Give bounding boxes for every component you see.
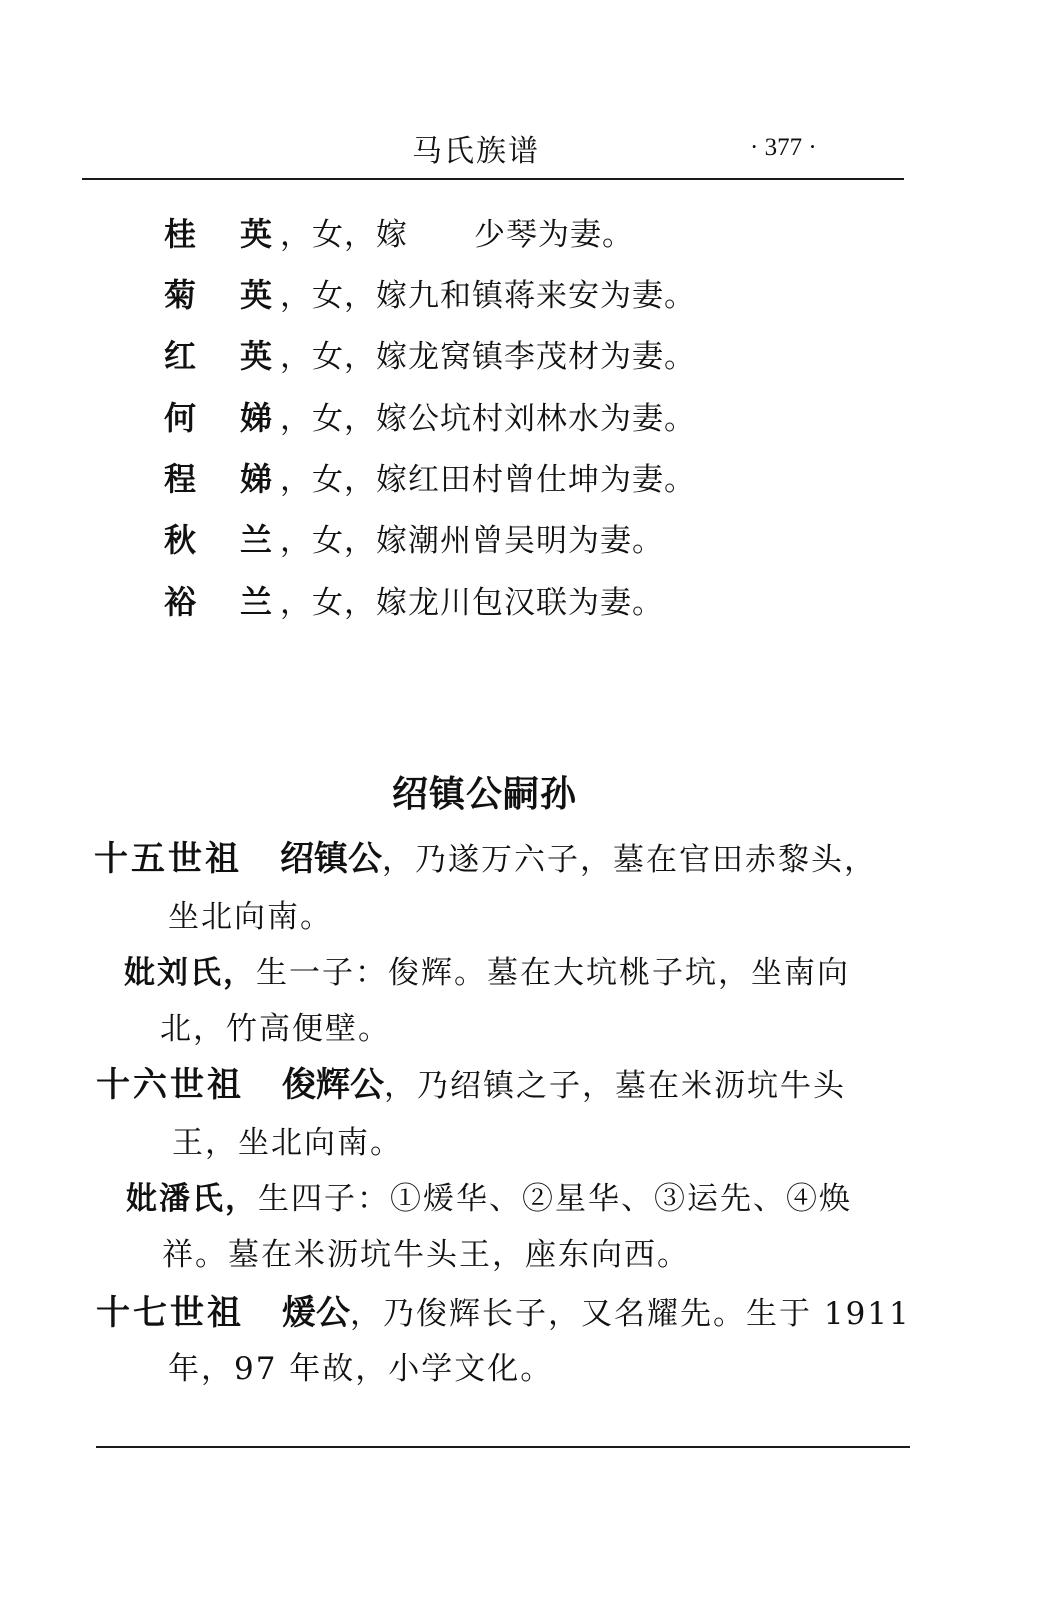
daughter-entry: 桂 英 ，女，嫁 少琴为妻。 [164, 212, 634, 256]
daughter-name-char1: 程 [164, 460, 197, 498]
ancestor-name: 煖公 [282, 1293, 350, 1333]
generation-description-cont: 坐北向南。 [168, 899, 333, 935]
running-header-title: 马氏族谱 [412, 134, 540, 169]
header-rule [82, 178, 904, 180]
daughter-entry: 秋 兰 ，女，嫁潮州曾吴明为妻。 [164, 518, 664, 562]
generation-description: ，乃绍镇之子，墓在米沥坑牛头 [384, 1068, 846, 1104]
daughter-text: ，女，嫁公坑村刘林水为妻。 [280, 401, 696, 437]
daughter-entry: 菊 英 ，女，嫁九和镇蒋来安为妻。 [164, 273, 696, 317]
generation-description-cont: 年，97 年故，小学文化。 [168, 1351, 554, 1387]
generation-description: ，乃遂万六子，墓在官田赤黎头， [382, 842, 877, 878]
wife-label: 妣潘氏， [126, 1181, 258, 1217]
wife-label: 妣刘氏， [124, 955, 256, 991]
wife-description: 生四子：①煖华、②星华、③运先、④焕 [258, 1181, 852, 1217]
daughter-name-char1: 秋 [164, 521, 197, 559]
wife-description-cont: 祥。墓在米沥坑牛头王，座东向西。 [162, 1237, 690, 1273]
section-heading: 绍镇公嗣孙 [392, 774, 578, 815]
daughter-name-char1: 何 [164, 399, 197, 437]
daughter-name-char1: 桂 [164, 215, 197, 253]
daughter-text: ，女，嫁潮州曾吴明为妻。 [280, 523, 664, 559]
generation-label: 十五世祖 [94, 839, 242, 879]
wife-entry [124, 950, 850, 996]
wife-entry [126, 1176, 852, 1222]
daughter-text: ，女，嫁龙川包汉联为妻。 [280, 585, 664, 621]
ancestor-name: 绍镇公 [280, 839, 382, 879]
generation-description: ，乃俊辉长子，又名耀先。生于 1911 [350, 1296, 911, 1332]
daughter-text: ，女，嫁九和镇蒋来安为妻。 [280, 278, 696, 314]
generation-entry-17 [96, 1290, 911, 1337]
daughter-entry: 红 英 ，女，嫁龙窝镇李茂材为妻。 [164, 334, 696, 378]
daughter-name-char1: 裕 [164, 583, 197, 621]
generation-description-cont: 王，坐北向南。 [172, 1125, 403, 1161]
wife-description-cont: 北，竹高便壁。 [160, 1011, 391, 1047]
page-number: · 377 · [750, 134, 817, 161]
daughter-text: ，女，嫁 [280, 217, 408, 253]
daughter-entry: 裕 兰 ，女，嫁龙川包汉联为妻。 [164, 580, 664, 624]
generation-label: 十七世祖 [96, 1293, 244, 1333]
daughter-entry: 何 娣 ，女，嫁公坑村刘林水为妻。 [164, 396, 696, 440]
daughter-name-char1: 红 [164, 337, 197, 375]
daughter-entry: 程 娣 ，女，嫁红田村曾仕坤为妻。 [164, 457, 696, 501]
daughter-text: ，女，嫁龙窝镇李茂材为妻。 [280, 339, 696, 375]
daughter-text: ，女，嫁红田村曾仕坤为妻。 [280, 462, 696, 498]
ancestor-name: 俊辉公 [282, 1065, 384, 1105]
wife-description: 生一子：俊辉。墓在大坑桃子坑，坐南向 [256, 955, 850, 991]
generation-entry-15 [94, 836, 877, 883]
footer-rule [96, 1446, 910, 1448]
daughter-text-cont: 少琴为妻。 [474, 217, 634, 253]
generation-label: 十六世祖 [96, 1065, 244, 1105]
generation-entry-16 [96, 1062, 846, 1109]
daughter-name-char1: 菊 [164, 276, 197, 314]
